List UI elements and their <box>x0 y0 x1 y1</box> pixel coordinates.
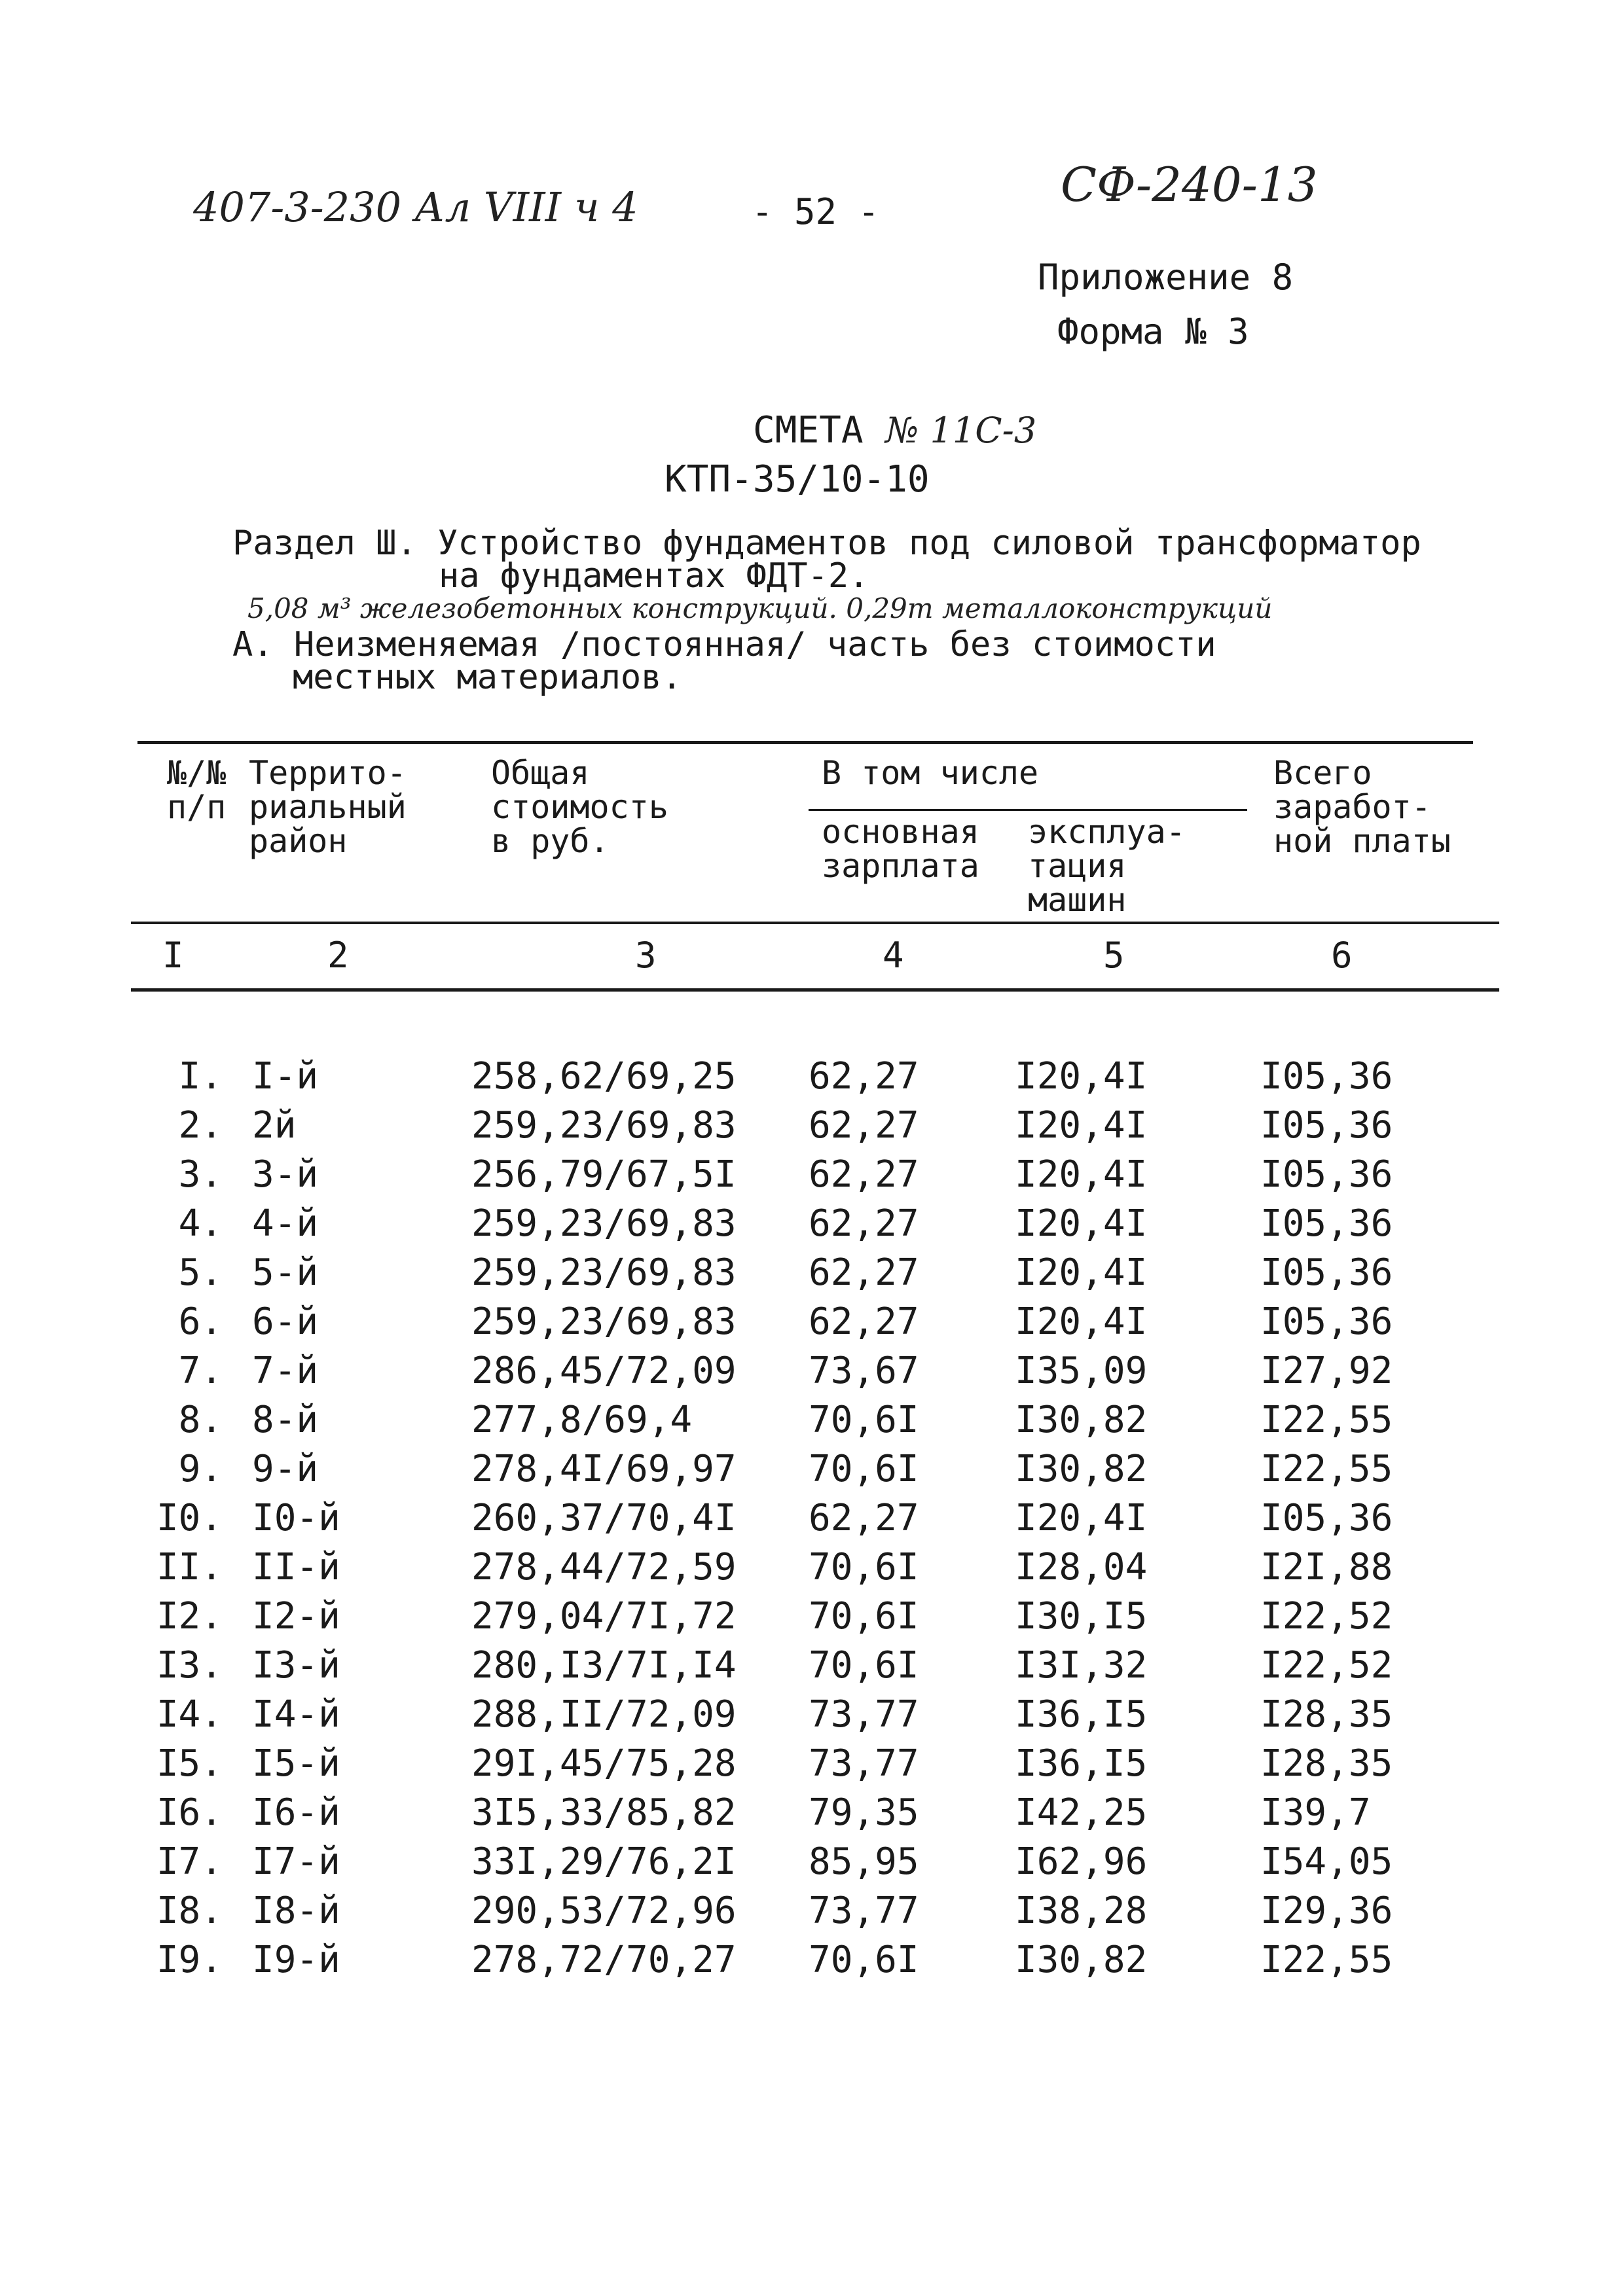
column-number-1: I <box>162 935 184 976</box>
table-row <box>0 1690 1623 1739</box>
section-line-1: Раздел Ш. Устройство фундаментов под силовой трансформатор <box>232 524 1421 563</box>
header-territory-line-3: район <box>249 822 348 860</box>
cell-base-salary: 62,27 <box>809 1497 919 1539</box>
cell-base-salary: 62,27 <box>809 1300 919 1343</box>
estimate-title <box>753 409 1036 452</box>
column-number-2: 2 <box>327 935 349 976</box>
section-line-2: на фундаментах ФДТ-2. <box>439 556 869 596</box>
cell-total-cost: 33I,29/76,2I <box>471 1840 737 1883</box>
cell-total-cost: 277,8/69,4 <box>471 1399 693 1441</box>
cell-territory: 5-й <box>252 1251 319 1294</box>
table-row <box>0 1641 1623 1690</box>
cell-total-cost: 278,72/70,27 <box>471 1939 737 1981</box>
cell-total-wages: I22,52 <box>1260 1644 1393 1687</box>
header-base-salary-line-2: зарплата <box>822 847 979 885</box>
cell-total-cost: 259,23/69,83 <box>471 1104 737 1147</box>
cell-machine-operation: I36,I5 <box>1015 1742 1148 1785</box>
cell-territory: 3-й <box>252 1153 319 1196</box>
cell-total-wages: I39,7 <box>1260 1791 1371 1834</box>
document-code: 407-3-230 Ал VIII ч 4 <box>193 183 638 231</box>
cell-base-salary: 70,6I <box>809 1644 919 1687</box>
cell-base-salary: 70,6I <box>809 1399 919 1441</box>
page-number: - 52 - <box>752 191 880 232</box>
cell-total-wages: I05,36 <box>1260 1104 1393 1147</box>
cell-total-wages: I05,36 <box>1260 1497 1393 1539</box>
cell-machine-operation: I20,4I <box>1015 1153 1148 1196</box>
cell-total-cost: 288,II/72,09 <box>471 1693 737 1736</box>
cell-total-wages: I22,55 <box>1260 1939 1393 1981</box>
cell-machine-operation: I62,96 <box>1015 1840 1148 1883</box>
numbers-bottom-rule <box>131 988 1499 992</box>
cell-total-wages: I22,55 <box>1260 1399 1393 1441</box>
header-total-wages-line-1: Всего <box>1273 754 1372 792</box>
table-row <box>0 1739 1623 1788</box>
cell-machine-operation: I20,4I <box>1015 1055 1148 1098</box>
table-row <box>0 1346 1623 1395</box>
cell-machine-operation: I20,4I <box>1015 1104 1148 1147</box>
cell-base-salary: 73,77 <box>809 1890 919 1932</box>
cell-total-wages: I05,36 <box>1260 1153 1393 1196</box>
header-total-wages-line-3: ной платы <box>1273 822 1451 860</box>
cell-total-wages: I05,36 <box>1260 1202 1393 1245</box>
cell-total-cost: 29I,45/75,28 <box>471 1742 737 1785</box>
cell-territory: 8-й <box>252 1399 319 1441</box>
cell-machine-operation: I20,4I <box>1015 1497 1148 1539</box>
cell-row-number: I0. <box>156 1497 223 1539</box>
header-total-cost-line-3: в руб. <box>491 822 610 860</box>
cell-territory: 9-й <box>252 1448 319 1490</box>
cell-machine-operation: I28,04 <box>1015 1546 1148 1588</box>
cell-machine-operation: I30,I5 <box>1015 1595 1148 1638</box>
estimate-label: СМЕТА <box>753 409 864 452</box>
table-row <box>0 1199 1623 1248</box>
cell-machine-operation: I30,82 <box>1015 1939 1148 1981</box>
column-number-6: 6 <box>1331 935 1353 976</box>
cell-total-wages: I28,35 <box>1260 1693 1393 1736</box>
cell-territory: I2-й <box>252 1595 340 1638</box>
header-total-cost-line-1: Общая <box>491 754 590 792</box>
cell-base-salary: 73,77 <box>809 1693 919 1736</box>
cell-row-number: I7. <box>156 1840 223 1883</box>
form-label: Форма № 3 <box>1057 311 1249 352</box>
cell-row-number: 9. <box>178 1448 223 1490</box>
cell-total-wages: I05,36 <box>1260 1251 1393 1294</box>
cell-territory: I5-й <box>252 1742 340 1785</box>
cell-total-cost: 280,I3/7I,I4 <box>471 1644 737 1687</box>
cell-total-cost: 259,23/69,83 <box>471 1300 737 1343</box>
cell-base-salary: 70,6I <box>809 1939 919 1981</box>
header-total-cost-line-2: стоимость <box>491 788 668 826</box>
object-code: КТП-35/10-10 <box>665 458 930 501</box>
header-territory-line-2: риальный <box>249 788 407 826</box>
cell-territory: II-й <box>252 1546 340 1588</box>
cell-territory: I0-й <box>252 1497 340 1539</box>
cell-row-number: II. <box>156 1546 223 1588</box>
cell-total-wages: I2I,88 <box>1260 1546 1393 1588</box>
header-machine-operation-line-3: машин <box>1028 881 1127 919</box>
header-including-group: В том числе <box>822 754 1039 792</box>
table-row <box>0 1837 1623 1886</box>
cell-base-salary: 70,6I <box>809 1595 919 1638</box>
cell-base-salary: 62,27 <box>809 1251 919 1294</box>
column-number-4: 4 <box>883 935 904 976</box>
cell-territory: I-й <box>252 1055 319 1098</box>
header-total-cost <box>491 756 668 858</box>
cell-machine-operation: I38,28 <box>1015 1890 1148 1932</box>
cell-base-salary: 79,35 <box>809 1791 919 1834</box>
table-row <box>0 1395 1623 1444</box>
cell-base-salary: 62,27 <box>809 1055 919 1098</box>
cell-total-wages: I27,92 <box>1260 1350 1393 1392</box>
cell-total-wages: I05,36 <box>1260 1300 1393 1343</box>
table-row <box>0 1297 1623 1346</box>
cell-territory: I4-й <box>252 1693 340 1736</box>
cell-machine-operation: I20,4I <box>1015 1202 1148 1245</box>
cell-row-number: 6. <box>178 1300 223 1343</box>
cell-territory: 6-й <box>252 1300 319 1343</box>
cell-base-salary: 62,27 <box>809 1104 919 1147</box>
estimate-number: № 11С-3 <box>885 410 1037 451</box>
table-row <box>0 1150 1623 1199</box>
cell-total-cost: 260,37/70,4I <box>471 1497 737 1539</box>
header-row-number <box>167 756 226 824</box>
cell-row-number: 8. <box>178 1399 223 1441</box>
cell-base-salary: 62,27 <box>809 1202 919 1245</box>
cell-base-salary: 73,67 <box>809 1350 919 1392</box>
cell-row-number: 4. <box>178 1202 223 1245</box>
table-row <box>0 1248 1623 1297</box>
cell-row-number: I5. <box>156 1742 223 1785</box>
cell-machine-operation: I20,4I <box>1015 1251 1148 1294</box>
header-machine-operation-line-1: эксплуа- <box>1028 813 1186 851</box>
header-machine-operation <box>1028 815 1186 917</box>
table-row <box>0 1886 1623 1935</box>
cell-territory: I9-й <box>252 1939 340 1981</box>
cell-total-cost: 258,62/69,25 <box>471 1055 737 1098</box>
cell-territory: 7-й <box>252 1350 319 1392</box>
cell-base-salary: 62,27 <box>809 1153 919 1196</box>
cell-total-cost: 290,53/72,96 <box>471 1890 737 1932</box>
cell-total-wages: I22,52 <box>1260 1595 1393 1638</box>
cell-total-wages: I28,35 <box>1260 1742 1393 1785</box>
cell-total-cost: 259,23/69,83 <box>471 1251 737 1294</box>
cell-total-cost: 278,44/72,59 <box>471 1546 737 1588</box>
materials-note: 5,08 м³ железобетонных конструкций. 0,29т металлоконструкций <box>247 592 1273 624</box>
header-row-number-line-2: п/п <box>167 788 227 826</box>
cell-row-number: I9. <box>156 1939 223 1981</box>
cell-machine-operation: I35,09 <box>1015 1350 1148 1392</box>
table-row <box>0 1101 1623 1150</box>
cell-row-number: I2. <box>156 1595 223 1638</box>
table-row <box>0 1592 1623 1641</box>
cell-base-salary: 73,77 <box>809 1742 919 1785</box>
header-bottom-rule <box>131 922 1499 924</box>
header-territory <box>249 756 407 858</box>
section-line-3: А. Неизменяемая /постоянная/ часть без стоимости <box>232 625 1216 664</box>
cell-machine-operation: I36,I5 <box>1015 1693 1148 1736</box>
cell-territory: I8-й <box>252 1890 340 1932</box>
cell-total-cost: 279,04/7I,72 <box>471 1595 737 1638</box>
cell-total-cost: 259,23/69,83 <box>471 1202 737 1245</box>
cell-total-cost: 3I5,33/85,82 <box>471 1791 737 1834</box>
cell-total-wages: I05,36 <box>1260 1055 1393 1098</box>
column-number-5: 5 <box>1103 935 1125 976</box>
cell-territory: 2й <box>252 1104 297 1147</box>
cell-row-number: I. <box>178 1055 223 1098</box>
cell-base-salary: 70,6I <box>809 1448 919 1490</box>
cell-base-salary: 70,6I <box>809 1546 919 1588</box>
cell-machine-operation: I20,4I <box>1015 1300 1148 1343</box>
header-total-wages-line-2: заработ- <box>1273 788 1431 826</box>
header-row-number-line-1: №/№ <box>167 754 227 792</box>
cell-territory: I7-й <box>252 1840 340 1883</box>
header-territory-line-1: Террито- <box>249 754 407 792</box>
section-line-4: местных материалов. <box>293 658 682 697</box>
cell-base-salary: 85,95 <box>809 1840 919 1883</box>
header-machine-operation-line-2: тация <box>1028 847 1127 885</box>
cell-total-cost: 286,45/72,09 <box>471 1350 737 1392</box>
cell-total-cost: 256,79/67,5I <box>471 1153 737 1196</box>
column-number-3: 3 <box>635 935 657 976</box>
cell-total-cost: 278,4I/69,97 <box>471 1448 737 1490</box>
cell-machine-operation: I42,25 <box>1015 1791 1148 1834</box>
header-base-salary <box>822 815 979 883</box>
cell-row-number: 7. <box>178 1350 223 1392</box>
appendix-label: Приложение 8 <box>1038 257 1294 298</box>
table-top-rule <box>137 741 1473 744</box>
header-total-wages <box>1273 756 1451 858</box>
cell-row-number: I3. <box>156 1644 223 1687</box>
table-row <box>0 1935 1623 1984</box>
sheet-code: СФ-240-13 <box>1061 157 1318 212</box>
cell-total-wages: I22,55 <box>1260 1448 1393 1490</box>
cell-total-wages: I54,05 <box>1260 1840 1393 1883</box>
cell-total-wages: I29,36 <box>1260 1890 1393 1932</box>
cell-machine-operation: I30,82 <box>1015 1448 1148 1490</box>
cell-row-number: I8. <box>156 1890 223 1932</box>
cell-row-number: 5. <box>178 1251 223 1294</box>
table-row <box>0 1494 1623 1543</box>
cell-territory: 4-й <box>252 1202 319 1245</box>
cell-row-number: I6. <box>156 1791 223 1834</box>
group-underline <box>809 809 1247 811</box>
cell-territory: I3-й <box>252 1644 340 1687</box>
table-row <box>0 1788 1623 1837</box>
cell-machine-operation: I3I,32 <box>1015 1644 1148 1687</box>
cell-territory: I6-й <box>252 1791 340 1834</box>
cell-row-number: 3. <box>178 1153 223 1196</box>
cell-row-number: I4. <box>156 1693 223 1736</box>
table-row <box>0 1444 1623 1494</box>
table-row <box>0 1543 1623 1592</box>
table-row <box>0 1052 1623 1101</box>
header-base-salary-line-1: основная <box>822 813 979 851</box>
cell-machine-operation: I30,82 <box>1015 1399 1148 1441</box>
cell-row-number: 2. <box>178 1104 223 1147</box>
